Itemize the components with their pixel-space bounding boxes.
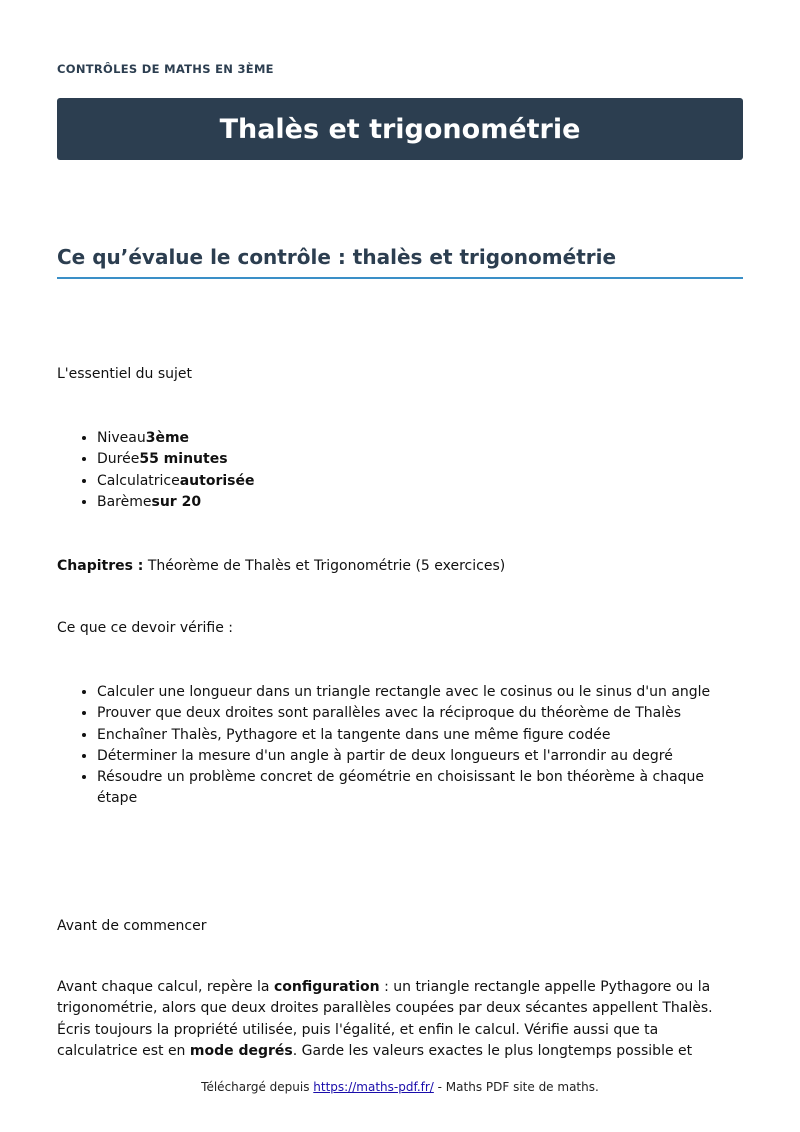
item-value: 55 minutes — [139, 451, 228, 468]
eyebrow-label: CONTRÔLES DE MATHS EN 3ÈME — [57, 62, 274, 76]
list-item — [97, 428, 743, 449]
item-label: Durée — [97, 451, 140, 468]
text-run: Avant chaque calcul, repère la — [57, 979, 274, 995]
chapitres-label: Chapitres : — [57, 558, 144, 574]
footer-suffix: - Maths PDF site de maths. — [433, 1080, 599, 1094]
item-value: sur 20 — [151, 493, 202, 510]
title-banner — [57, 98, 743, 160]
item-value: 3ème — [145, 430, 190, 446]
verifie-heading: Ce que ce devoir vérifie : — [57, 620, 234, 636]
item-label: Barème — [97, 493, 152, 510]
essentiel-list — [57, 428, 743, 513]
bold-run: mode degrés — [189, 1042, 293, 1059]
text-run: : un triangle rectangle appelle Pythagore ou la trigonométrie, alors que deux droites parallèles coupées par deux sécantes appellent Thalès. Écris toujours la propriété utilisée, puis l'égalité, et enfin le calcul. Vérifie aussi que ta calculatrice est en — [57, 979, 713, 1059]
list-item: • Calculer une longueur dans un triangle rectangle avec le cosinus ou le sinus d'un angle — [97, 682, 743, 703]
section-title: Ce qu’évalue le contrôle : thalès et trigonométrie — [57, 245, 743, 279]
list-item — [97, 471, 743, 492]
list-item — [97, 449, 743, 470]
verifie-list — [57, 682, 743, 810]
list-item: • Déterminer la mesure d'un angle à partir de deux longueurs et l'arrondir au degré — [97, 746, 743, 767]
list-item: • Prouver que deux droites sont parallèles avec la réciproque du théorème de Thalès — [97, 703, 743, 724]
item-label: Niveau — [97, 430, 146, 446]
item-label: Calculatrice — [97, 472, 180, 489]
item-value: autorisée — [179, 472, 255, 489]
bold-run: configuration — [273, 979, 380, 995]
page-title: Thalès et trigonométrie — [219, 113, 581, 145]
essentiel-heading: L'essentiel du sujet — [57, 366, 193, 382]
footer-link[interactable]: https://maths-pdf.fr/ — [313, 1080, 434, 1094]
chapitres-text: Théorème de Thalès et Trigonométrie (5 exercices) — [143, 558, 506, 574]
list-item — [97, 492, 743, 513]
avant-paragraph — [57, 977, 743, 1062]
chapitres-line — [57, 556, 505, 577]
footer — [0, 1080, 800, 1094]
avant-heading: Avant de commencer — [57, 918, 207, 934]
list-item: • Enchaîner Thalès, Pythagore et la tangente dans une même figure codée — [97, 725, 743, 746]
list-item: • Résoudre un problème concret de géométrie en choisissant le bon théorème à chaque étape — [97, 767, 743, 810]
text-run: . Garde les valeurs exactes le plus longtemps possible et — [292, 1042, 693, 1059]
footer-prefix: Téléchargé depuis — [201, 1080, 314, 1094]
